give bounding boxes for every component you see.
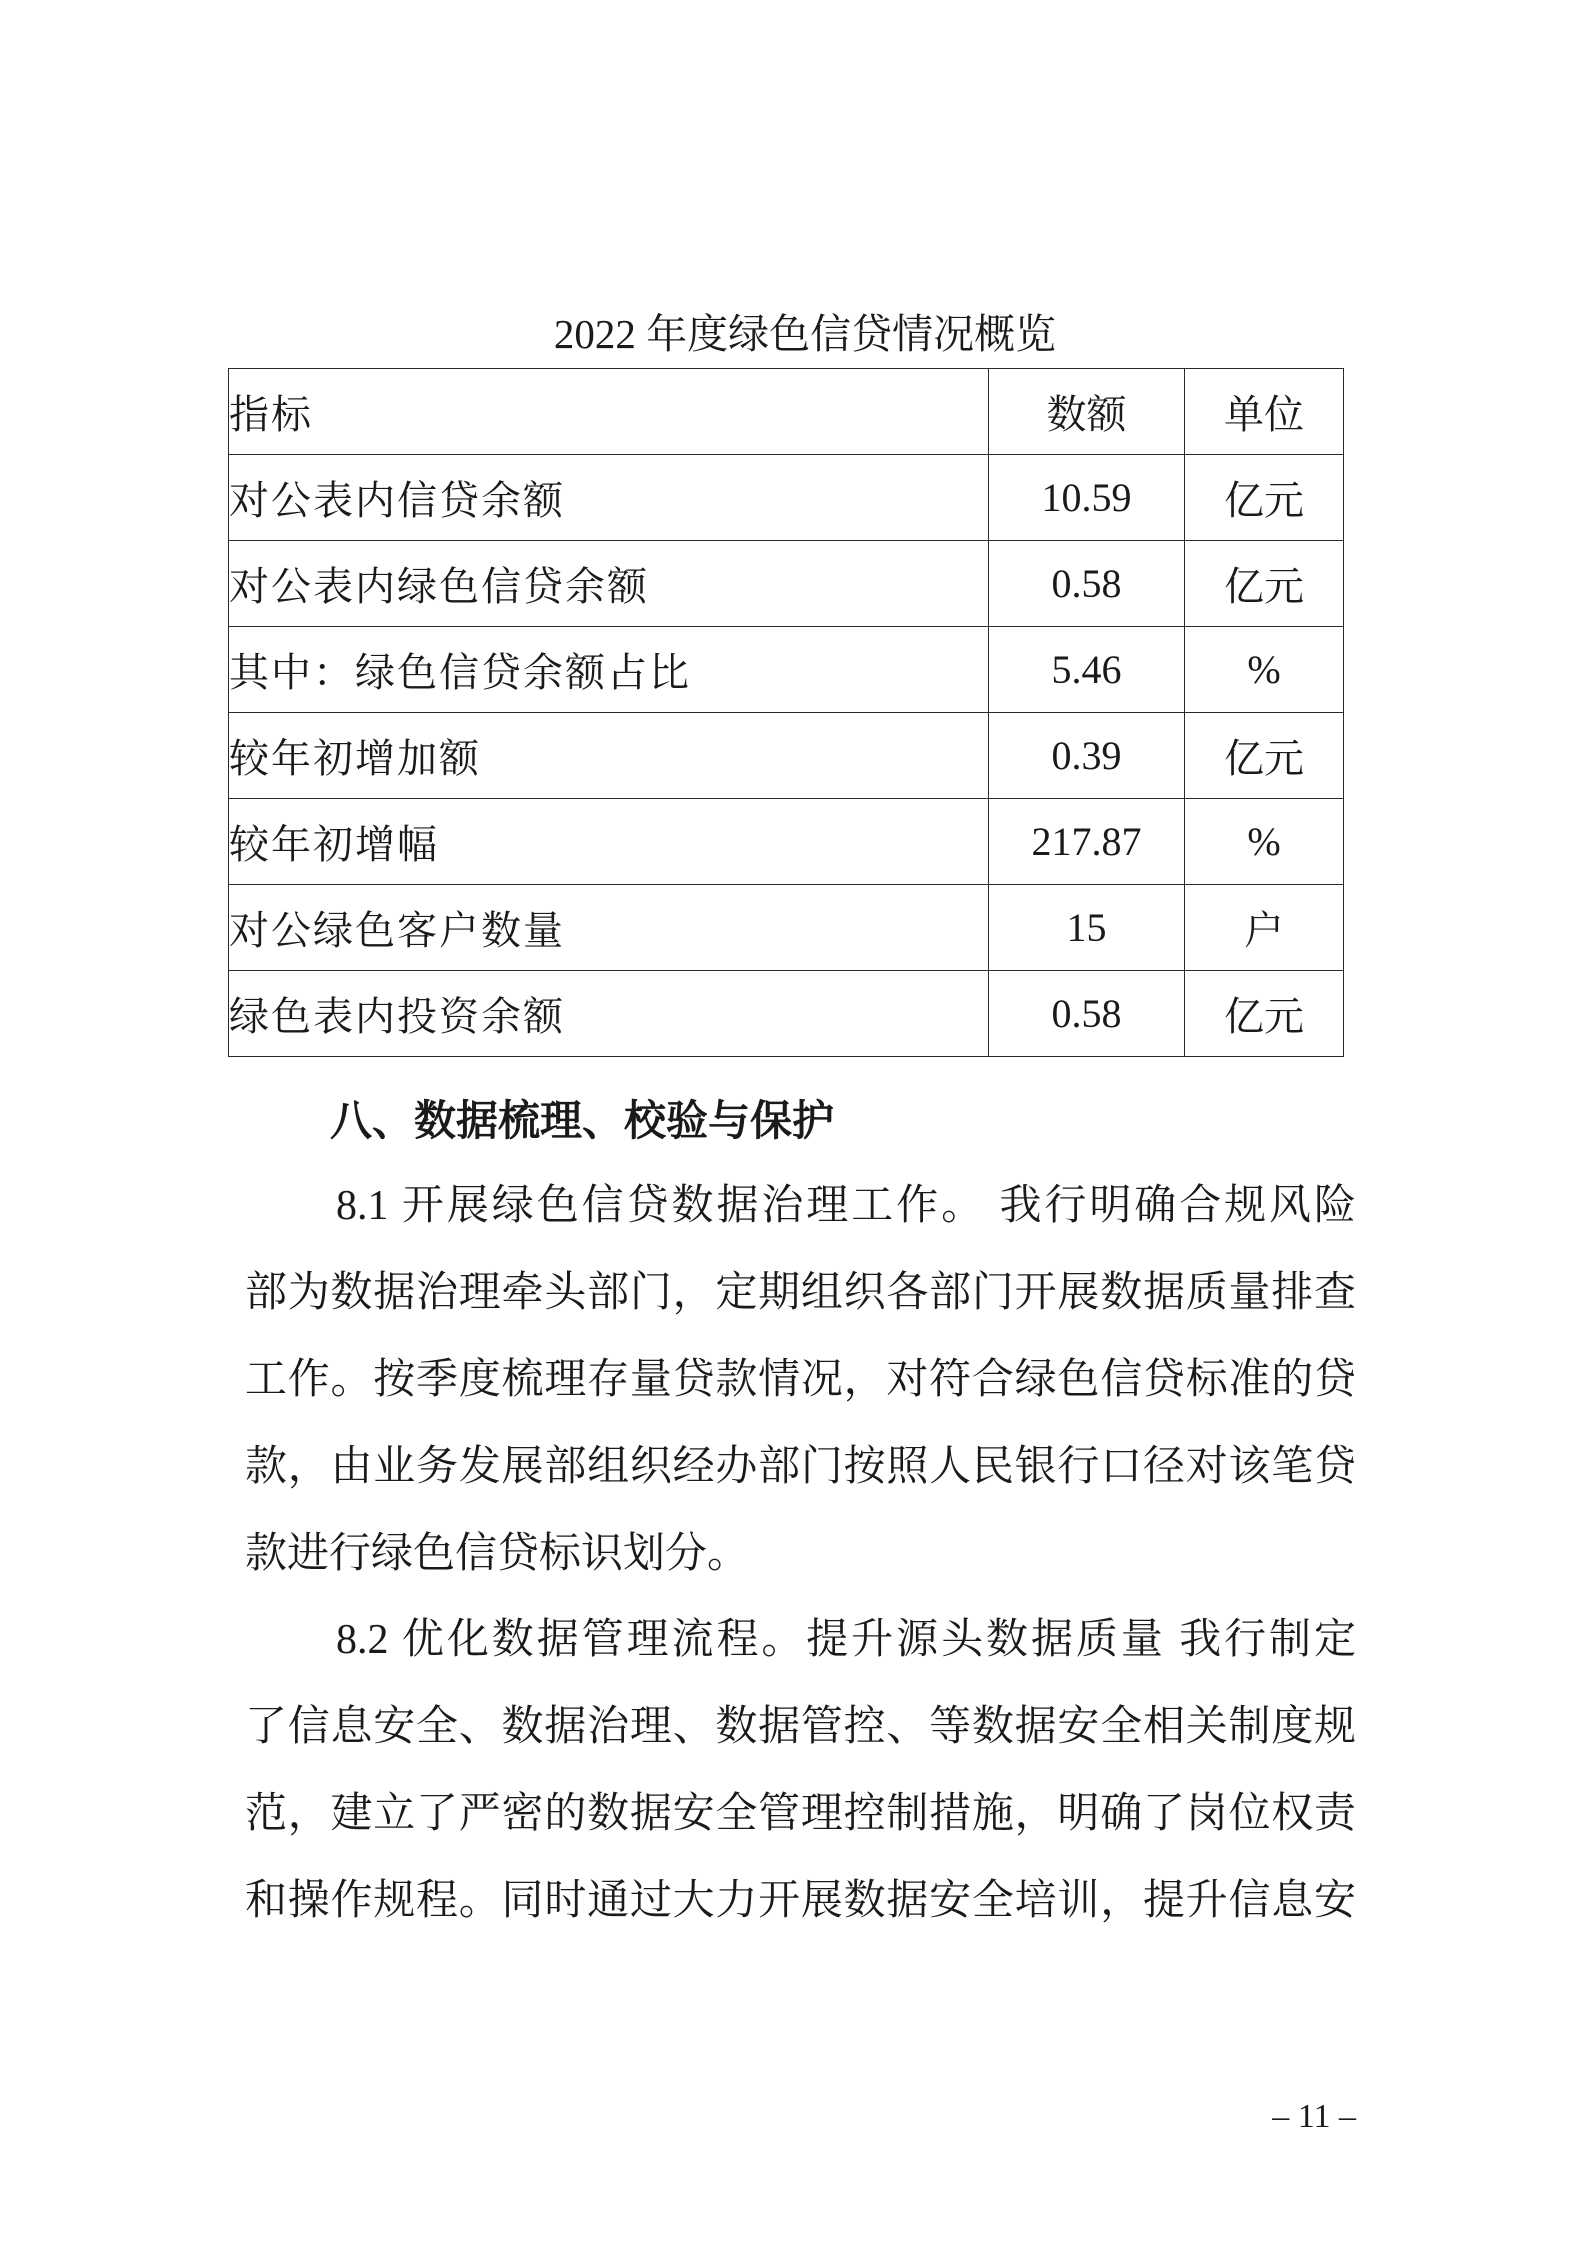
row-unit: 亿元 bbox=[1185, 455, 1344, 541]
row-unit: 亿元 bbox=[1185, 541, 1344, 627]
header-indicator: 指标 bbox=[229, 369, 989, 455]
row-indicator: 对公表内信贷余额 bbox=[229, 455, 989, 541]
row-indicator: 绿色表内投资余额 bbox=[229, 971, 989, 1057]
row-unit: % bbox=[1185, 627, 1344, 713]
header-amount: 数额 bbox=[989, 369, 1185, 455]
paragraph-line: 工作。按季度梳理存量贷款情况，对符合绿色信贷标准的贷 bbox=[245, 1357, 1356, 1403]
row-amount: 0.58 bbox=[989, 541, 1185, 627]
row-unit: 亿元 bbox=[1185, 713, 1344, 799]
paragraph-line: 款，由业务发展部组织经办部门按照人民银行口径对该笔贷 bbox=[245, 1444, 1356, 1490]
header-unit: 单位 bbox=[1185, 369, 1344, 455]
paragraph-line: 和操作规程。同时通过大力开展数据安全培训，提升信息安 bbox=[245, 1878, 1356, 1924]
table-title: 2022 年度绿色信贷情况概览 bbox=[553, 311, 1057, 357]
row-amount: 15 bbox=[989, 885, 1185, 971]
row-indicator: 较年初增加额 bbox=[229, 713, 989, 799]
row-unit: 亿元 bbox=[1185, 971, 1344, 1057]
paragraph-line: 了信息安全、数据治理、数据管控、等数据安全相关制度规 bbox=[245, 1704, 1356, 1750]
section-heading: 八、数据梳理、校验与保护 bbox=[330, 1096, 835, 1145]
table-row bbox=[229, 455, 1344, 541]
table-row bbox=[229, 627, 1344, 713]
row-indicator: 较年初增幅 bbox=[229, 799, 989, 885]
row-unit: % bbox=[1185, 799, 1344, 885]
row-amount: 10.59 bbox=[989, 455, 1185, 541]
row-indicator: 其中：绿色信贷余额占比 bbox=[229, 627, 989, 713]
row-amount: 0.58 bbox=[989, 971, 1185, 1057]
row-amount: 0.39 bbox=[989, 713, 1185, 799]
row-unit: 户 bbox=[1185, 885, 1344, 971]
paragraph-line: 范，建立了严密的数据安全管理控制措施，明确了岗位权责 bbox=[245, 1791, 1356, 1837]
table-header-row bbox=[229, 369, 1344, 455]
green-credit-overview-table bbox=[228, 368, 1344, 1057]
page-number: – 11 – bbox=[1272, 2098, 1356, 2135]
paragraph-line: 8.1 开展绿色信贷数据治理工作。 我行明确合规风险 bbox=[336, 1183, 1356, 1229]
paragraph-line: 8.2 优化数据管理流程。提升源头数据质量 我行制定 bbox=[336, 1617, 1356, 1663]
table-row bbox=[229, 971, 1344, 1057]
row-amount: 217.87 bbox=[989, 799, 1185, 885]
table-row bbox=[229, 885, 1344, 971]
paragraph-line: 部为数据治理牵头部门，定期组织各部门开展数据质量排查 bbox=[245, 1270, 1356, 1316]
table-row bbox=[229, 799, 1344, 885]
row-indicator: 对公表内绿色信贷余额 bbox=[229, 541, 989, 627]
table-row bbox=[229, 541, 1344, 627]
paragraph-line: 款进行绿色信贷标识划分。 bbox=[245, 1531, 750, 1577]
table-row bbox=[229, 713, 1344, 799]
row-indicator: 对公绿色客户数量 bbox=[229, 885, 989, 971]
row-amount: 5.46 bbox=[989, 627, 1185, 713]
